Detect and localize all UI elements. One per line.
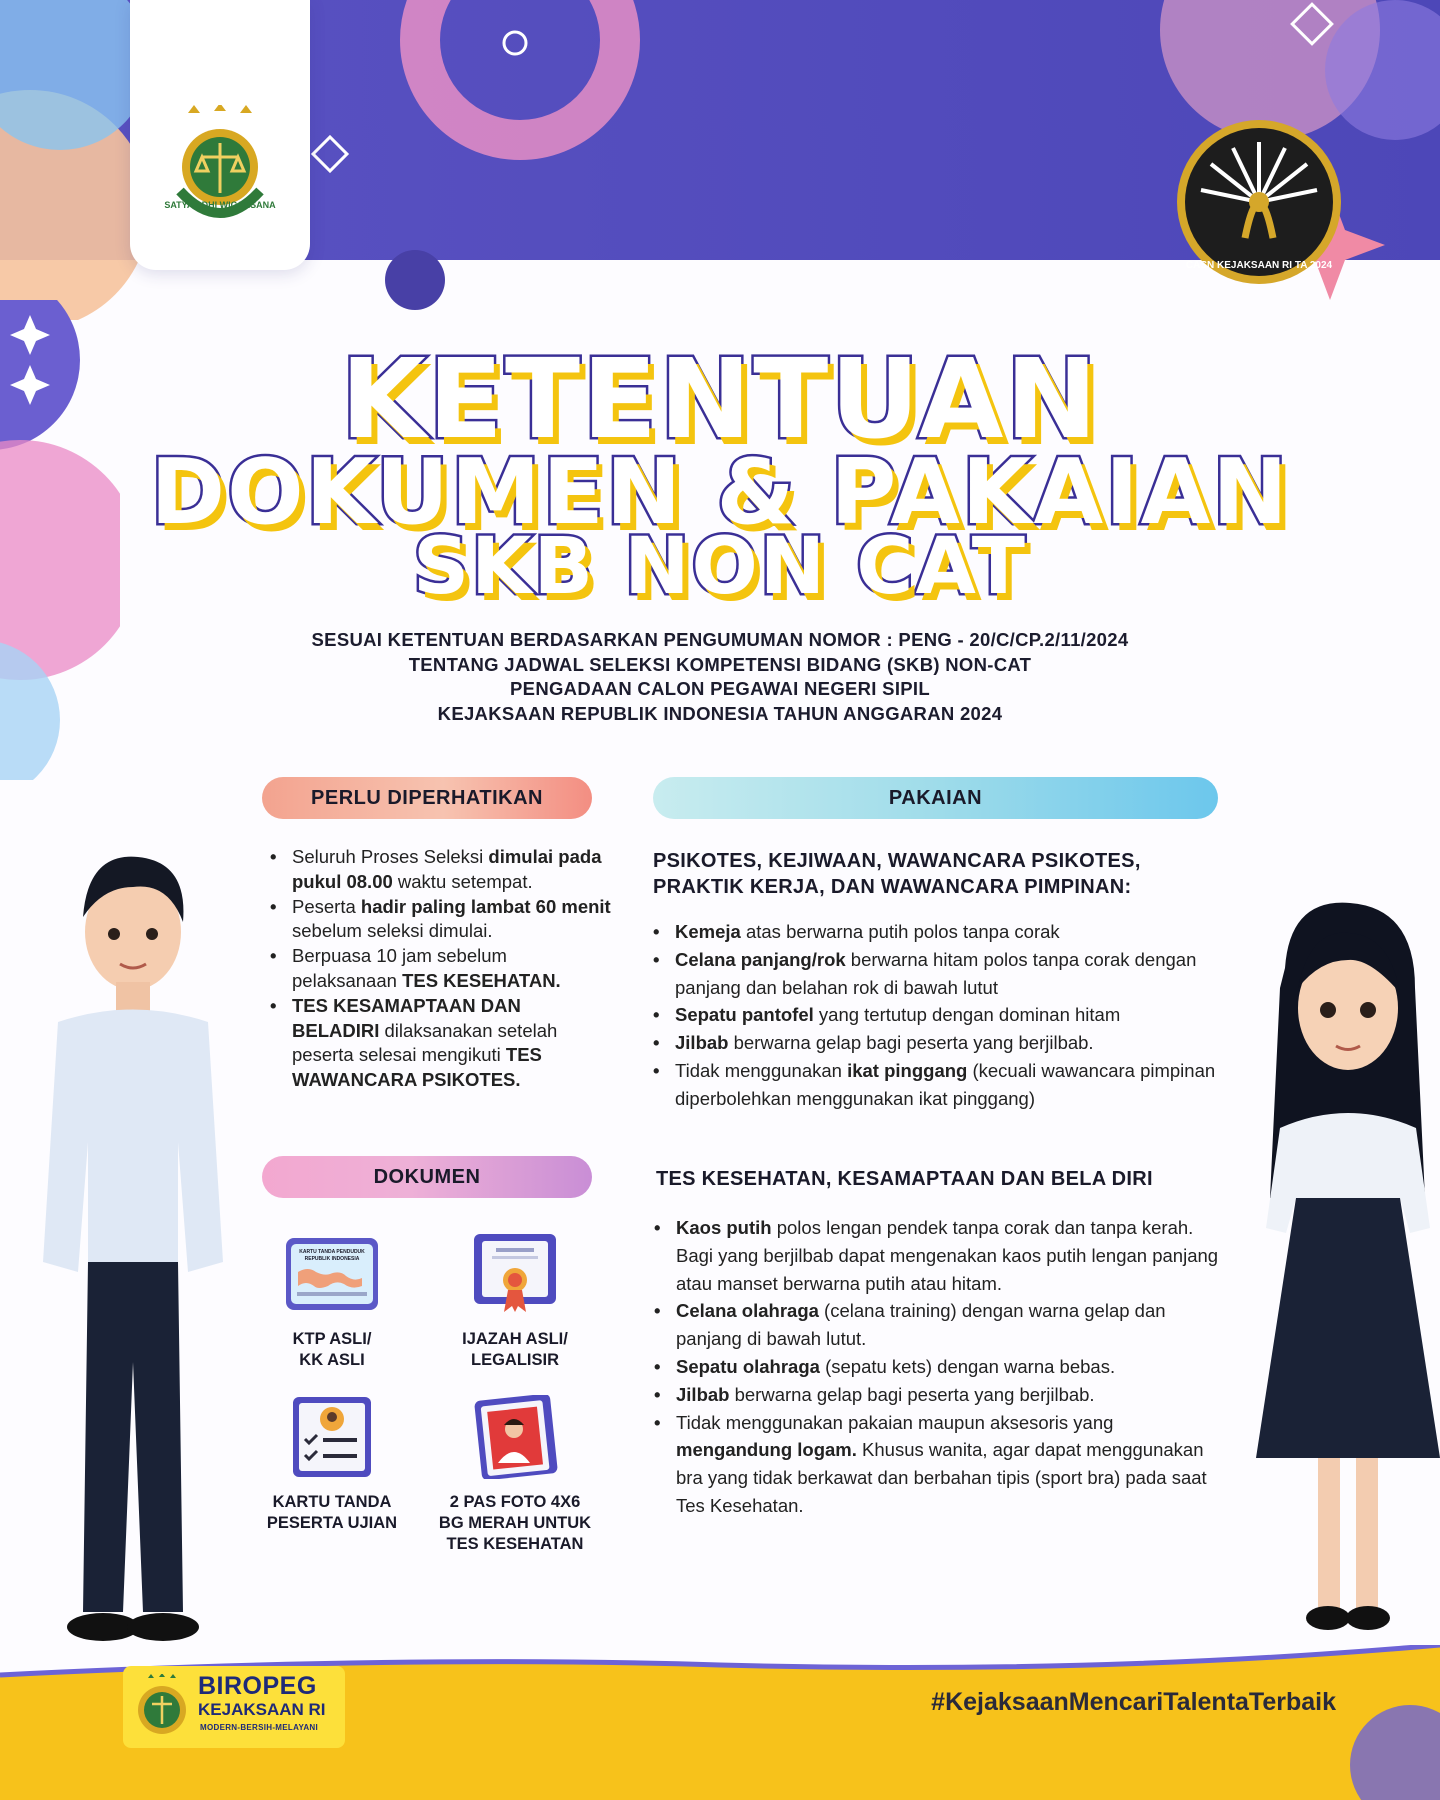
dokumen-item-pas-foto [425, 1395, 605, 1555]
pakaian-item [651, 1001, 1231, 1029]
dokumen-item-ktp [242, 1232, 422, 1371]
title-line-2: DOKUMEN & PAKAIAN [150, 440, 1290, 545]
kejaksaan-logo-card [130, 0, 310, 270]
pakaian-item [652, 1214, 1232, 1297]
text: Berpuasa 10 jam sebelum pelaksanaan [292, 945, 507, 991]
bold-text: mengandung logam. [676, 1439, 857, 1461]
text: atas berwarna putih polos tanpa corak [740, 921, 1060, 942]
subtitle-line-3: PENGADAAN CALON PEGAWAI NEGERI SIPIL [510, 678, 930, 699]
id-card-icon [283, 1232, 381, 1316]
perlu-item [268, 845, 613, 895]
bold-text: Jilbab [676, 1383, 730, 1405]
dokumen-label-line: 2 PAS FOTO 4X6 [449, 1493, 581, 1511]
dokumen-label-kartu-peserta [242, 1492, 422, 1534]
text: polos lengan pendek tanpa corak dan tanpa kerah. Bagi yang berjilbab dapat mengenakan kaos putih lengan panjang atau manset berwarna putih atau hitam. [676, 1217, 1219, 1294]
pakaian-item [651, 1029, 1231, 1057]
dokumen-item-ijazah [425, 1232, 605, 1371]
subtitle-line-2: TENTANG JADWAL SELEKSI KOMPETENSI BIDANG (SKB) NON-CAT [408, 653, 1032, 675]
subtitle-line-1: SESUAI KETENTUAN BERDASARKAN PENGUMUMAN NOMOR : PENG - 20/C/CP.2/11/2024 [311, 629, 1129, 650]
bold-text: hadir paling lambat 60 menit [360, 895, 611, 917]
text: (celana training) dengan warna gelap dan panjang di bawah lutut. [676, 1300, 1166, 1350]
emblem-motto [164, 190, 276, 218]
pakaian-item [652, 1381, 1232, 1409]
biropeg-logo [123, 1666, 345, 1748]
pakaian-section-2-list [652, 1214, 1232, 1520]
participant-card-icon [283, 1395, 381, 1479]
title-line-3: SKB NON CAT [412, 522, 1027, 612]
text: berwarna gelap bagi peserta yang berjilbab. [729, 1383, 1095, 1405]
text: (kecuali wawancara pimpinan diperbolehkan menggunakan ikat pinggang) [675, 1059, 1216, 1109]
subtitle-line-4: KEJAKSAAN REPUBLIK INDONESIA TAHUN ANGGARAN 2024 [437, 702, 1003, 724]
text: berwarna gelap bagi peserta yang berjilbab. [728, 1032, 1094, 1054]
dokumen-item-kartu-peserta [242, 1395, 422, 1534]
perlu-list [268, 845, 613, 1093]
male-figure-illustration [28, 842, 238, 1662]
dokumen-label-pas-foto [425, 1492, 605, 1555]
dokumen-label-line: KARTU TANDA [272, 1493, 392, 1511]
pakaian-section-2-title: TES KESEHATAN, KESAMAPTAAN DAN BELA DIRI [656, 1168, 1153, 1190]
biropeg-emblem-icon [131, 1674, 193, 1740]
bold-text: Jilbab [675, 1032, 729, 1054]
dokumen-label-line: LEGALISIR [470, 1351, 559, 1369]
bold-text: TES KESEHATAN. [402, 969, 561, 991]
photo-icon [466, 1395, 564, 1479]
text: Khusus wanita, agar dapat menggunakan bra yang tidak berkawat dan berbahan tipis (sport bra) pada saat Tes Kesehatan. [676, 1439, 1207, 1516]
svg-text:REPUBLIK INDONESIA: REPUBLIK INDONESIA [304, 1256, 360, 1262]
perlu-item [268, 944, 613, 994]
bold-text: TES WAWANCARA PSIKOTES. [292, 1044, 542, 1091]
subtitle [140, 628, 1300, 726]
biropeg-title: BIROPEG [198, 1672, 317, 1700]
bold-text: dimulai pada pukul 08.00 [292, 846, 602, 892]
casn-badge-icon [1175, 118, 1343, 286]
perlu-diperhatikan-heading: PERLU DIPERHATIKAN [262, 777, 592, 819]
hashtag: #KejaksaanMencariTalentaTerbaik [931, 1688, 1336, 1716]
bold-text: Kemeja [675, 921, 741, 942]
pakaian-item [651, 946, 1231, 1002]
dokumen-label-line: KTP ASLI/ [292, 1330, 372, 1348]
bold-text: Sepatu olahraga [676, 1355, 820, 1377]
text: yang tertutup dengan dominan hitam [813, 1004, 1121, 1026]
dokumen-label-ktp [242, 1329, 422, 1371]
text: Tidak menggunakan pakaian maupun aksesoris yang [676, 1411, 1114, 1433]
title-line-1: KETENTUAN [340, 335, 1100, 463]
bold-text: Celana olahraga [676, 1300, 819, 1322]
svg-text:KARTU TANDA PENDUDUK: KARTU TANDA PENDUDUK [299, 1249, 365, 1255]
biropeg-tagline: MODERN-BERSIH-MELAYANI [200, 1723, 319, 1732]
female-figure-illustration [1240, 898, 1440, 1668]
svg-text:SATYA ADHI WICAKSANA: SATYA ADHI WICAKSANA [164, 200, 276, 210]
certificate-icon [466, 1232, 564, 1316]
dokumen-heading: DOKUMEN [262, 1156, 592, 1198]
dokumen-label-line: TES KESEHATAN [446, 1535, 584, 1553]
text: berwarna hitam polos tanpa corak dengan panjang dan belahan rok di bawah lutut [675, 948, 1197, 998]
pakaian-heading: PAKAIAN [653, 777, 1218, 819]
pakaian-item [651, 918, 1231, 946]
dokumen-label-line: PESERTA UJIAN [266, 1514, 398, 1532]
text: Peserta [292, 895, 361, 917]
pakaian-section-1-title [653, 848, 1253, 900]
svg-text:CASN KEJAKSAAN RI TA 2024: CASN KEJAKSAAN RI TA 2024 [1185, 260, 1333, 271]
text: waktu setempat. [392, 870, 533, 892]
pakaian-item [651, 1057, 1231, 1113]
section-1-title-line-2: PRAKTIK KERJA, DAN WAWANCARA PIMPINAN: [653, 876, 1132, 898]
section-1-title-line-1: PSIKOTES, KEJIWAAN, WAWANCARA PSIKOTES, [653, 850, 1141, 872]
perlu-item [268, 994, 613, 1093]
pakaian-item [652, 1353, 1232, 1381]
pakaian-item [652, 1297, 1232, 1353]
bold-text: Sepatu pantofel [675, 1004, 814, 1026]
bold-text: Kaos putih [676, 1217, 772, 1238]
text: Seluruh Proses Seleksi [292, 846, 489, 867]
pakaian-section-1-list [651, 918, 1231, 1113]
text: dilaksanakan setelah peserta selesai mengikuti [292, 1019, 558, 1066]
dokumen-label-line: KK ASLI [299, 1351, 365, 1369]
text: Tidak menggunakan [675, 1059, 848, 1081]
bold-text: ikat pinggang [847, 1059, 968, 1081]
perlu-item [268, 895, 613, 945]
dokumen-label-line: IJAZAH ASLI/ [462, 1330, 568, 1348]
dokumen-label-line: BG MERAH UNTUK [438, 1514, 592, 1532]
bold-text: TES KESAMAPTAAN DAN BELADIRI [292, 994, 521, 1041]
text: (sepatu kets) dengan warna bebas. [819, 1355, 1116, 1377]
biropeg-subtitle: KEJAKSAAN RI [198, 1700, 326, 1719]
dokumen-label-ijazah [425, 1329, 605, 1371]
bold-text: Celana panjang/rok [675, 948, 846, 970]
pakaian-item [652, 1409, 1232, 1520]
text: sebelum seleksi dimulai. [292, 920, 493, 942]
